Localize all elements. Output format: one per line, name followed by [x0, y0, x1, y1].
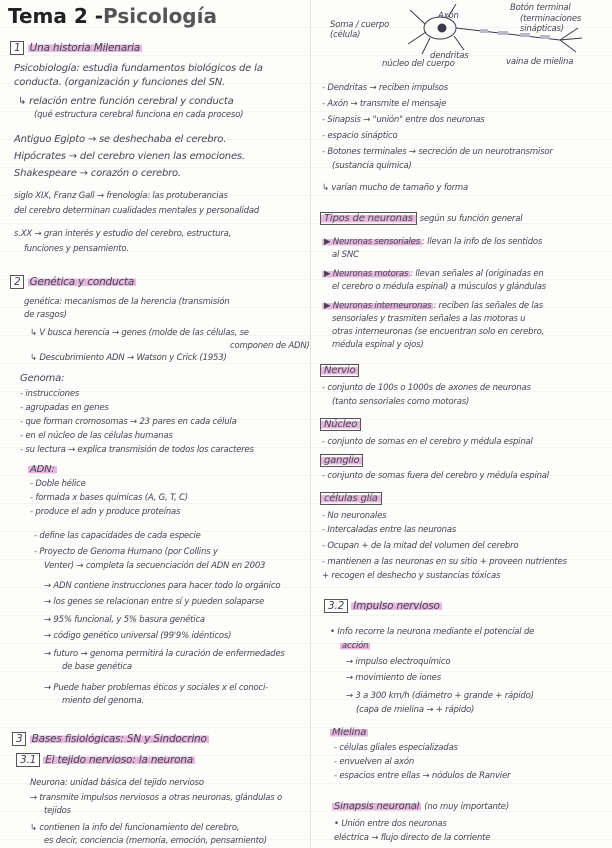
sinapsis-title: Sinapsis neuronal — [334, 801, 420, 812]
adn-label: ADN: — [30, 464, 55, 475]
note-line: Venter) → completa la secuenciación del ADN en 2003 — [44, 561, 266, 571]
note-line: Psicobiología: estudia fundamentos biológicos de la — [14, 63, 263, 74]
note-line: - espacios entre ellas → nódulos de Ranvier — [334, 771, 511, 781]
note-line: - Sinapsis → "unión" entre dos neuronas — [322, 115, 485, 125]
note-line: médula espinal y ojos) — [332, 340, 424, 350]
note-line: - Intercaladas entre las neuronas — [322, 525, 457, 535]
note-line — [340, 640, 370, 653]
neuron-diagram — [330, 0, 610, 70]
title-subject: Psicología — [103, 4, 217, 28]
section-2-heading — [10, 276, 136, 289]
note-line: - instrucciones — [20, 389, 80, 399]
label-boton: Botón terminal — [510, 3, 571, 13]
type-motor-desc: : llevan señales al (originadas en — [410, 269, 544, 279]
note-line: s.XX → gran interés y estudio del cerebro, estructura, — [14, 229, 232, 239]
section-3-title: Bases fisiológicas: SN y Sindocrino — [31, 733, 207, 745]
note-line: genética: mecanismos de la herencia (transmisión — [24, 297, 230, 307]
note-line: → Puede haber problemas éticos y sociales x el conoci- — [44, 683, 269, 693]
note-line: → impulso electroquímico — [346, 657, 451, 667]
note-line: - envuelven al axón — [334, 757, 415, 767]
note-line: componen de ADN) — [230, 341, 310, 351]
note-line: conducta. (organización y funciones del SN. — [14, 77, 225, 88]
note-line: (tanto sensoriales como motoras) — [332, 397, 470, 407]
note-line: • Unión entre dos neuronas — [334, 819, 447, 829]
mielina-heading — [330, 726, 368, 739]
note-line: → código genético universal (99'9% idénticos) — [44, 631, 232, 641]
note-line: - No neuronales — [322, 511, 387, 521]
section-3-heading — [12, 733, 209, 746]
note-line: - conjunto de somas fuera del cerebro y médula espinal — [322, 471, 549, 481]
note-line: - Ocupan + de la mitad del volumen del cerebro — [322, 541, 519, 551]
note-line: - formada x bases químicas (A, G, T, C) — [30, 493, 188, 503]
section-3-1-title: El tejido nervioso: la neurona — [45, 754, 194, 766]
note-line: sensoriales y trasmiten señales a las motoras u — [332, 314, 526, 324]
section-3-1-number: 3.1 — [16, 753, 40, 767]
nucleo-heading — [320, 418, 361, 431]
note-line — [28, 463, 57, 476]
note-line: Hipócrates → del cerebro vienen las emociones. — [14, 151, 245, 162]
type-inter: ▶ Neuronas interneuronas — [324, 301, 432, 311]
note-line: Shakespeare → corazón o cerebro. — [14, 168, 181, 179]
section-1-title: Una historia Milenaria — [29, 42, 141, 54]
type-sensory-desc: : llevan la info de los sentidos — [422, 237, 543, 247]
sinapsis-note: (no muy importante) — [424, 802, 509, 812]
note-line: (sustancia química) — [332, 161, 412, 171]
section-3-2-title: Impulso nervioso — [353, 600, 440, 612]
note-line: - produce el adn y produce proteínas — [30, 507, 181, 517]
note-line: - Proyecto de Genoma Humano (por Collins y — [34, 547, 218, 557]
note-line: de base genética — [62, 662, 132, 672]
note-line: - agrupadas en genes — [20, 403, 109, 413]
note-line: Antiguo Egipto → se deshechaba el cerebro. — [14, 134, 227, 145]
note-line: - mantienen a las neuronas en su sitio + proveen nutrientes — [322, 557, 567, 567]
note-line: del cerebro determinan cualidades mentales y personalidad — [14, 206, 260, 216]
note-line: - espacio sináptico — [322, 131, 398, 141]
section-2-number: 2 — [10, 275, 24, 289]
section-3-2-number: 3.2 — [324, 599, 348, 613]
note-line: siglo XIX, Franz Gall → frenología: las protuberancias — [14, 191, 228, 201]
note-line: ↳ varían mucho de tamaño y forma — [322, 183, 469, 193]
note-line — [322, 268, 544, 281]
section-1-heading — [10, 42, 142, 55]
page-fold — [310, 0, 311, 848]
note-line: - conjunto de somas en el cerebro y médula espinal — [322, 437, 533, 447]
accion-word: acción — [342, 641, 369, 651]
note-line: - células gliales especializadas — [334, 743, 458, 753]
section-3-1-heading — [16, 754, 195, 767]
note-line: el cerebro o médula espinal) a músculos y glándulas — [332, 282, 546, 292]
note-line: → 95% funcional, y 5% basura genética — [44, 615, 205, 625]
note-line: - su lectura → explica transmisión de todos los caracteres — [20, 445, 254, 455]
glia-title: células glía — [320, 492, 382, 505]
section-1-number: 1 — [10, 41, 24, 55]
note-line: ↳ Descubrimiento ADN → Watson y Crick (1953) — [30, 353, 227, 363]
label-boton-detail: (terminaciones sinápticas) — [520, 14, 582, 34]
note-line: ↳ relación entre función cerebral y conducta — [18, 96, 234, 107]
ganglio-heading — [320, 454, 363, 467]
note-line: - conjunto de 100s o 1000s de axones de neuronas — [322, 383, 531, 393]
mielina-title: Mielina — [332, 727, 367, 738]
nucleus-shape — [438, 24, 446, 32]
note-line: - Axón → transmite el mensaje — [322, 99, 447, 109]
note-line: - Dendritas → reciben impulsos — [322, 83, 448, 93]
note-line: → movimiento de iones — [346, 673, 441, 683]
note-line: → ADN contiene instrucciones para hacer todo lo orgánico — [44, 581, 281, 591]
note-line: Genoma: — [20, 373, 65, 384]
note-line: → los genes se relacionan entre sí y pueden solaparse — [44, 597, 265, 607]
note-line: • Info recorre la neurona mediante el potencial de — [330, 627, 535, 637]
section-2-title: Genética y conducta — [29, 276, 135, 288]
note-line: otras interneuronas (se encuentran solo en cerebro, — [332, 327, 545, 337]
note-line: → futuro → genoma permitirá la curación de enfermedades — [44, 649, 285, 659]
note-line: es decir, conciencia (memoria, emoción, pensamiento) — [44, 836, 267, 846]
section-3-2-heading — [324, 600, 442, 613]
title-tema: Tema 2 — [8, 4, 88, 28]
note-line: - define las capacidades de cada especie — [34, 531, 201, 541]
title-sep: - — [94, 4, 104, 28]
label-nucleo: núcleo del cuerpo — [382, 59, 455, 69]
note-line: de rasgos) — [24, 310, 67, 320]
section-3-number: 3 — [12, 732, 26, 746]
note-line: → transmite impulsos nerviosos a otras neuronas, glándulas o — [30, 793, 283, 803]
note-line: ↳ contienen la info del funcionamiento del cerebro, — [30, 823, 240, 833]
glia-heading — [320, 492, 382, 505]
type-sensory: ▶ Neuronas sensoriales — [324, 237, 420, 247]
nucleo-title: Núcleo — [320, 418, 361, 431]
types-title: Tipos de neuronas — [320, 212, 417, 225]
label-soma: Soma / cuerpo (célula) — [330, 20, 390, 40]
label-axon: Axón — [438, 11, 459, 21]
note-line: funciones y pensamiento. — [24, 244, 129, 254]
nervio-heading — [320, 364, 359, 377]
types-heading — [320, 212, 522, 226]
page-title — [8, 4, 217, 28]
note-line: → 3 a 300 km/h (diámetro + grande + rápido) — [346, 691, 534, 701]
note-line: - que forman cromosomas → 23 pares en cada célula — [20, 417, 237, 427]
ganglio-title: ganglio — [320, 454, 363, 467]
note-line: Neurona: unidad básica del tejido nervioso — [30, 778, 204, 788]
note-line: tejidos — [44, 806, 71, 816]
note-line: al SNC — [332, 250, 359, 260]
nervio-title: Nervio — [320, 364, 359, 377]
note-line: (qué estructura cerebral funciona en cada proceso) — [34, 110, 244, 120]
sinapsis-heading — [332, 800, 509, 814]
note-line: miento del genoma. — [62, 696, 144, 706]
type-motor: ▶ Neuronas motoras — [324, 269, 409, 279]
note-line: (capa de mielina → + rápido) — [356, 705, 475, 715]
note-line: - en el núcleo de las células humanas — [20, 431, 173, 441]
note-line: + recogen el deshecho y sustancias tóxicas — [322, 571, 501, 581]
label-mielina: vaina de mielina — [506, 57, 574, 67]
note-line: - Doble hélice — [30, 479, 86, 489]
note-line: eléctrica → flujo directo de la corriente — [334, 833, 491, 843]
note-line: - Botones terminales → secreción de un neurotransmisor — [322, 147, 553, 157]
note-line: ↳ V busca herencia → genes (molde de las células, se — [30, 328, 249, 338]
note-line — [322, 236, 542, 249]
label-dendritas: dendritas — [430, 51, 469, 61]
type-inter-desc: : reciben las señales de las — [433, 301, 543, 311]
note-line — [322, 300, 543, 313]
types-subtitle: según su función general — [419, 214, 523, 224]
